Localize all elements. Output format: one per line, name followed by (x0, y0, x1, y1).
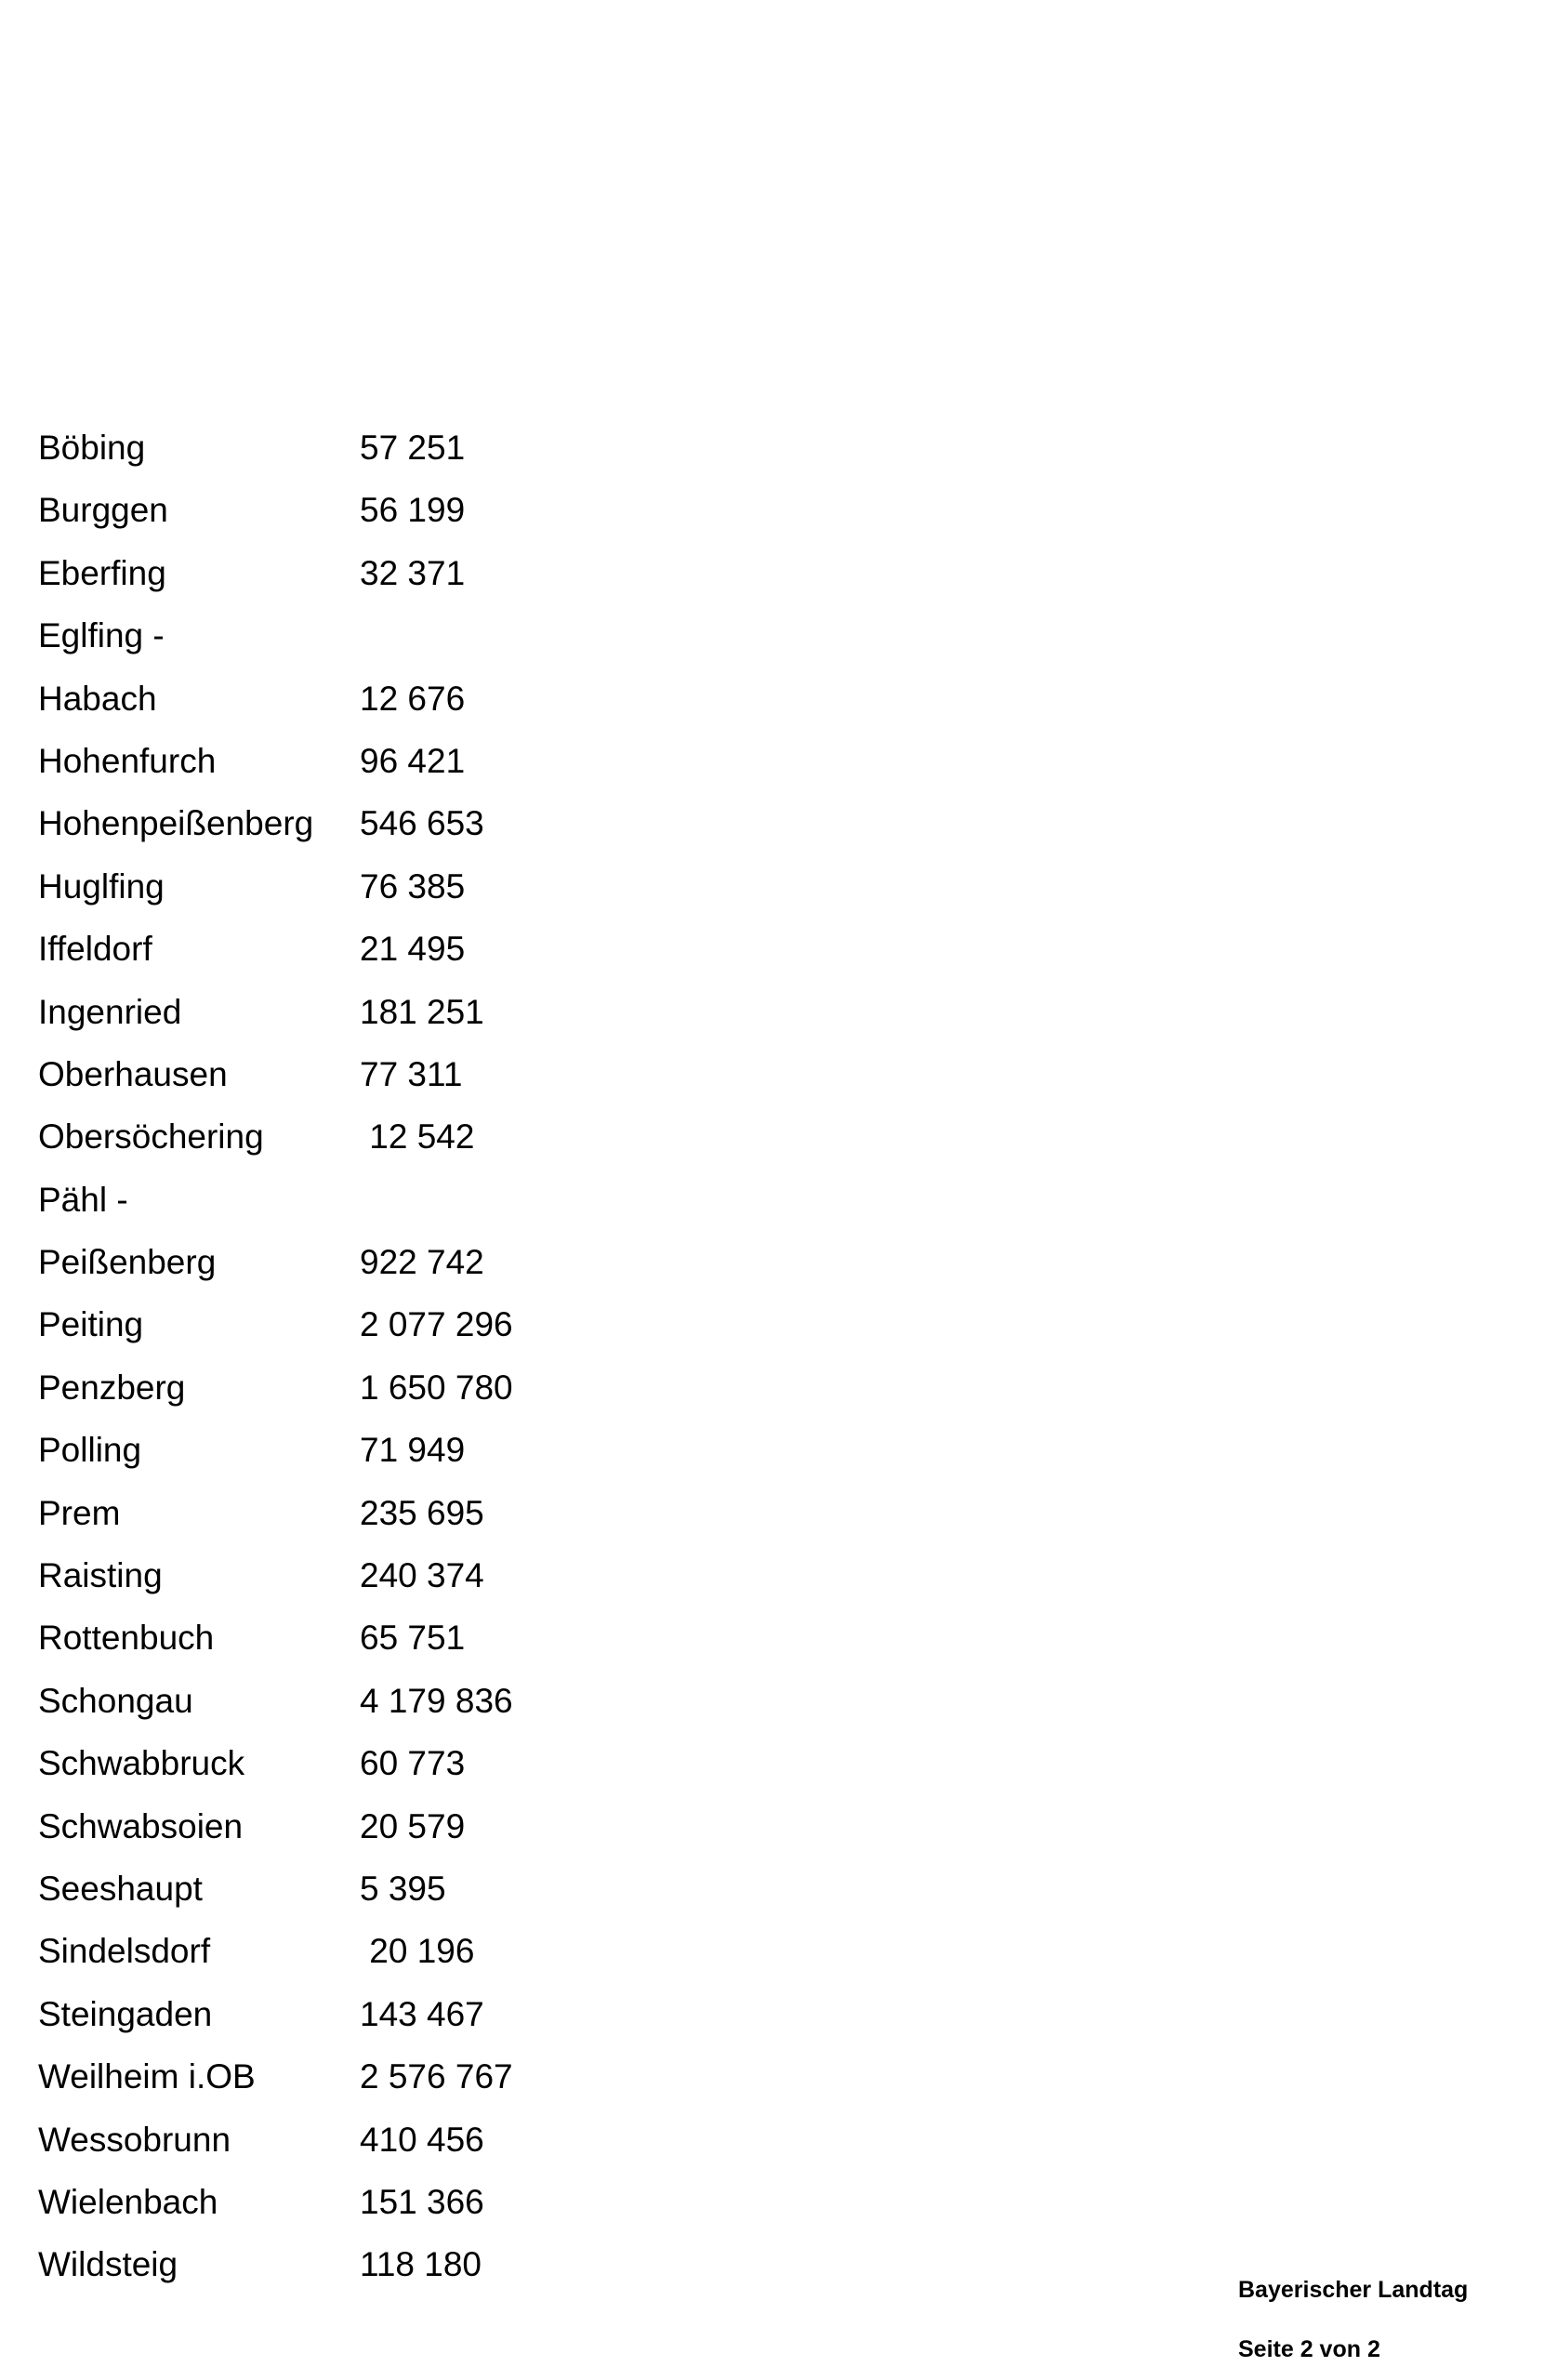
amount-value: 56 199 (360, 491, 466, 530)
list-item (38, 2181, 513, 2243)
amount-value: 1 650 780 (360, 1368, 513, 1407)
municipality-name: Peißenberg (38, 1243, 217, 1282)
list-item (38, 1742, 513, 1805)
municipality-name: Oberhausen (38, 1054, 228, 1093)
amount-value: 4 179 836 (360, 1681, 513, 1720)
municipality-name: Raisting (38, 1556, 163, 1595)
amount-value: 546 653 (360, 804, 484, 843)
list-item (38, 1053, 513, 1116)
list-item (38, 1805, 513, 1868)
list-item (38, 1930, 513, 1992)
municipality-name: Hohenfurch (38, 741, 217, 780)
municipality-name: Weilheim i.OB (38, 2057, 256, 2096)
list-item (38, 866, 513, 928)
amount-value: 12 542 (360, 1117, 475, 1157)
municipality-name: Seeshaupt (38, 1869, 203, 1908)
amount-value: 151 366 (360, 2182, 484, 2221)
list-item (38, 1868, 513, 1930)
list-item (38, 1554, 513, 1617)
municipality-name: Wessobrunn (38, 2120, 231, 2159)
amount-value: 20 196 (360, 1932, 475, 1971)
amount-value: 96 421 (360, 741, 466, 780)
list-item (38, 2056, 513, 2118)
list-item (38, 1241, 513, 1303)
amount-value: 2 576 767 (360, 2057, 513, 2096)
municipality-name: Ingenried (38, 992, 182, 1031)
municipality-name: Habach (38, 679, 157, 718)
list-item (38, 552, 513, 615)
municipality-name: Pähl - (38, 1180, 128, 1219)
list-item (38, 678, 513, 740)
municipality-name: Penzberg (38, 1368, 186, 1407)
list-item (38, 1116, 513, 1178)
amount-value: 65 751 (360, 1619, 466, 1658)
list-item (38, 1179, 513, 1241)
amount-value: 240 374 (360, 1556, 484, 1595)
list-item (38, 740, 513, 802)
municipality-name: Sindelsdorf (38, 1932, 211, 1971)
municipality-name: Iffeldorf (38, 930, 152, 969)
amount-value: 76 385 (360, 866, 466, 906)
list-item (38, 1993, 513, 2056)
list-item (38, 991, 513, 1053)
amount-value: 118 180 (360, 2245, 482, 2284)
amount-value: 20 579 (360, 1806, 466, 1845)
list-item (38, 2119, 513, 2181)
amount-value: 77 311 (360, 1054, 463, 1093)
list-item (38, 2243, 513, 2306)
list-item (38, 1367, 513, 1429)
municipality-name: Peiting (38, 1305, 144, 1344)
amount-value: 21 495 (360, 930, 466, 969)
municipality-name: Schwabsoien (38, 1806, 244, 1845)
list-item (38, 427, 513, 489)
amount-value: 71 949 (360, 1431, 466, 1470)
municipality-name: Schongau (38, 1681, 193, 1720)
municipality-name: Wielenbach (38, 2182, 218, 2221)
municipality-name: Burggen (38, 491, 168, 530)
municipality-name: Polling (38, 1431, 142, 1470)
list-item (38, 1303, 513, 1366)
list-item (38, 615, 513, 677)
municipality-name: Obersöchering (38, 1117, 264, 1157)
municipality-name: Prem (38, 1493, 121, 1532)
municipality-name: Eglfing - (38, 616, 165, 655)
list-item (38, 489, 513, 551)
footer-organization: Bayerischer Landtag (1238, 2277, 1469, 2303)
municipality-list (38, 427, 513, 2307)
list-item (38, 1617, 513, 1679)
amount-value: 57 251 (360, 429, 466, 467)
municipality-name: Huglfing (38, 866, 165, 906)
footer-page-number: Seite 2 von 2 (1238, 2336, 1380, 2362)
amount-value: 410 456 (360, 2120, 484, 2159)
amount-value: 12 676 (360, 679, 466, 718)
amount-value: 60 773 (360, 1744, 466, 1783)
list-item (38, 1429, 513, 1491)
municipality-name: Schwabbruck (38, 1744, 245, 1783)
municipality-name: Rottenbuch (38, 1619, 215, 1658)
amount-value: 2 077 296 (360, 1305, 513, 1344)
municipality-name: Wildsteig (38, 2245, 178, 2284)
list-item (38, 1492, 513, 1554)
municipality-name: Steingaden (38, 1994, 213, 2033)
amount-value: 922 742 (360, 1243, 484, 1282)
amount-value: 143 467 (360, 1994, 484, 2033)
amount-value: 181 251 (360, 992, 484, 1031)
list-item (38, 802, 513, 865)
amount-value: 5 395 (360, 1869, 446, 1908)
municipality-name: Böbing (38, 429, 146, 467)
municipality-name: Hohenpeißenberg (38, 804, 314, 843)
amount-value: 235 695 (360, 1493, 484, 1532)
list-item (38, 928, 513, 990)
list-item (38, 1680, 513, 1742)
amount-value: 32 371 (360, 553, 466, 592)
municipality-name: Eberfing (38, 553, 166, 592)
